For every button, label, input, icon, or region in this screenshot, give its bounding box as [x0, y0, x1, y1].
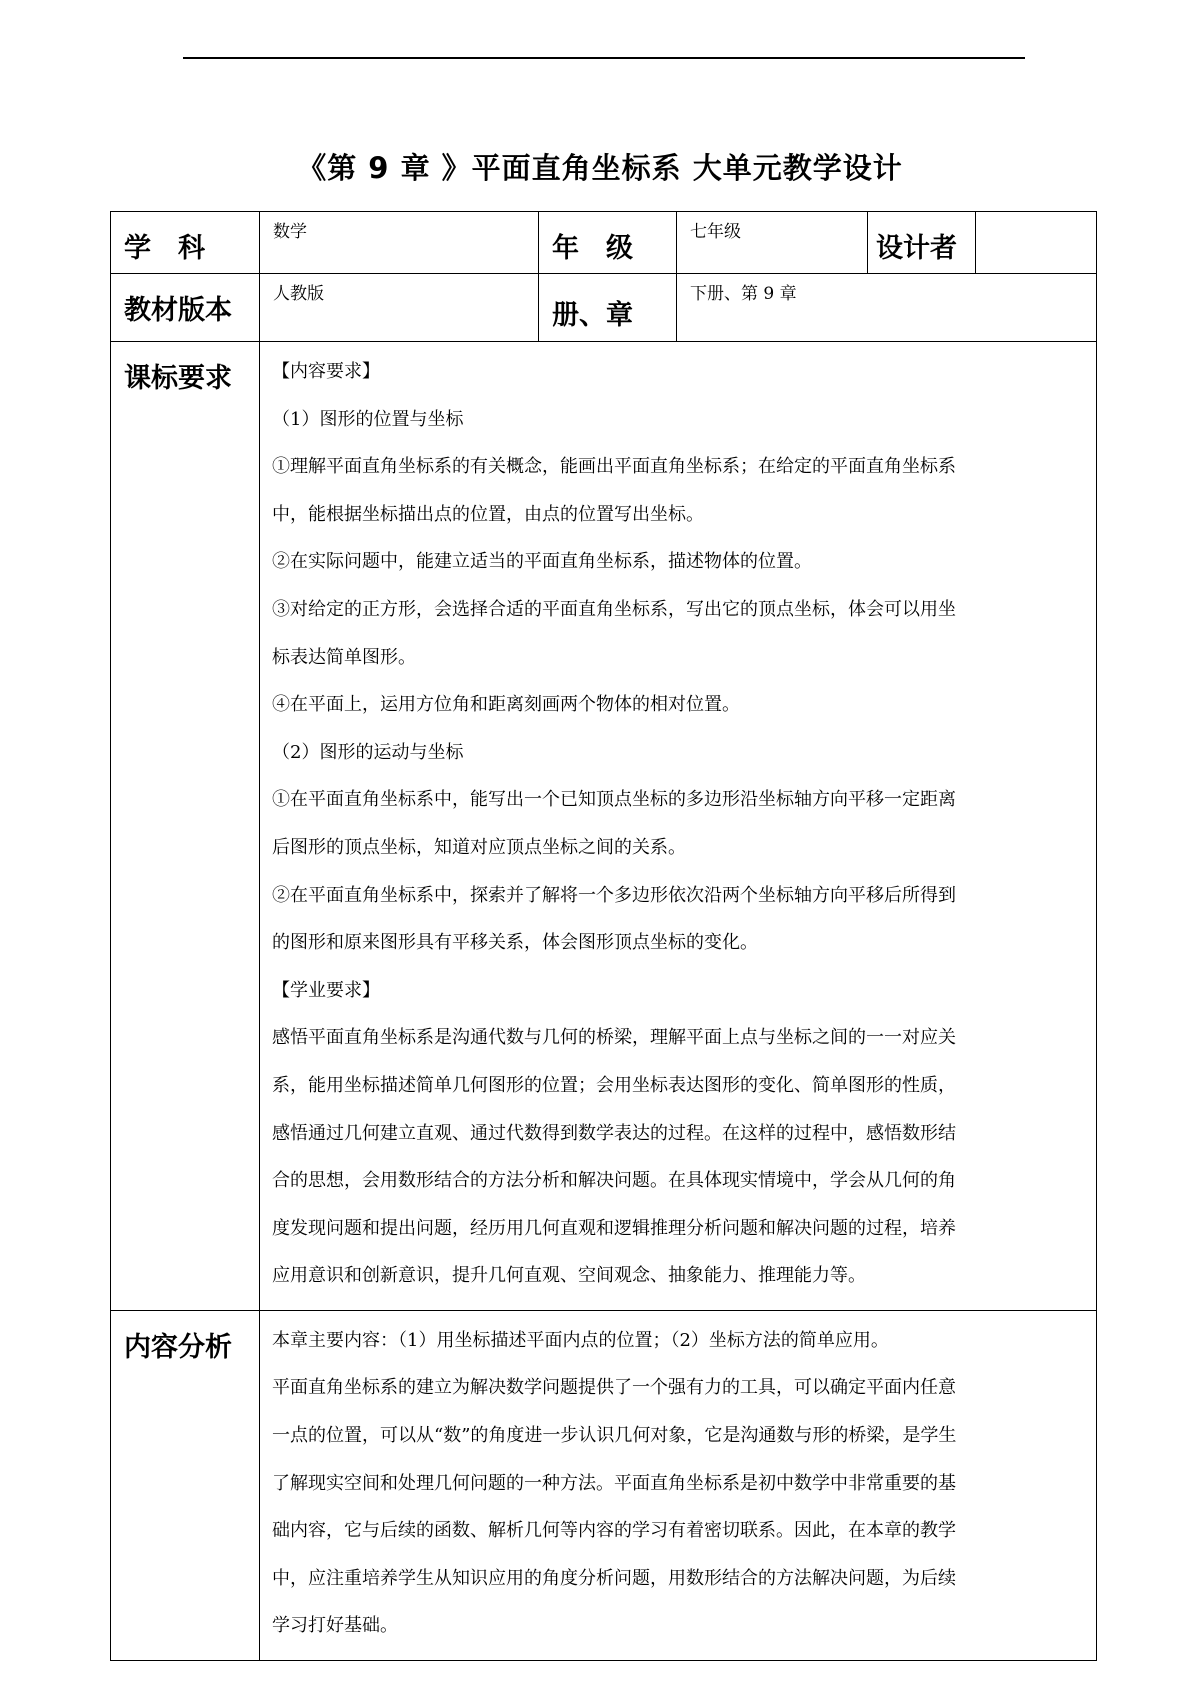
text-line: ③对给定的正方形，会选择合适的平面直角坐标系，写出它的顶点坐标，体会可以用坐 — [272, 598, 956, 620]
text-line: 【学业要求】 — [272, 979, 380, 1001]
volume-value: 下册、第 9 章 — [677, 274, 1097, 342]
designer-value — [976, 212, 1097, 274]
text-line: 一点的位置，可以从“数”的角度进一步认识几何对象，它是沟通数与形的桥梁，是学生 — [272, 1425, 957, 1447]
content-analysis-content — [260, 1310, 1097, 1660]
header-rule — [183, 57, 1025, 59]
text-line: 度发现问题和提出问题，经历用几何直观和逻辑推理分析问题和解决问题的过程，培养 — [272, 1217, 956, 1239]
text-line: 中，应注重培养学生从知识应用的角度分析问题，用数形结合的方法解决问题，为后续 — [272, 1567, 956, 1589]
text-line: 【内容要求】 — [272, 361, 380, 382]
edition-value: 人教版 — [260, 274, 539, 342]
text-line: 后图形的顶点坐标，知道对应顶点坐标之间的关系。 — [272, 836, 686, 858]
text-line: ②在实际问题中，能建立适当的平面直角坐标系，描述物体的位置。 — [272, 551, 812, 573]
text-line: 本章主要内容：（1）用坐标描述平面内点的位置；（2）坐标方法的简单应用。 — [272, 1329, 889, 1351]
text-line: 了解现实空间和处理几何问题的一种方法。平面直角坐标系是初中数学中非常重要的基 — [272, 1472, 956, 1494]
info-row-1 — [111, 212, 1097, 274]
text-line: ①在平面直角坐标系中，能写出一个已知顶点坐标的多边形沿坐标轴方向平移一定距离 — [272, 789, 956, 811]
curriculum-content — [260, 342, 1097, 1311]
content-analysis-lines — [272, 1317, 1088, 1650]
subject-label: 学 科 — [111, 212, 260, 274]
text-line: 合的思想，会用数形结合的方法分析和解决问题。在具体现实情境中，学会从几何的角 — [272, 1170, 956, 1192]
lesson-plan-table — [110, 211, 1097, 1661]
text-line: ②在平面直角坐标系中，探索并了解将一个多边形依次沿两个坐标轴方向平移后所得到 — [272, 884, 956, 906]
text-line: 感悟平面直角坐标系是沟通代数与几何的桥梁，理解平面上点与坐标之间的一一对应关 — [272, 1027, 956, 1049]
grade-value: 七年级 — [677, 212, 868, 274]
curriculum-lines — [272, 348, 1088, 1300]
text-line: 应用意识和创新意识，提升几何直观、空间观念、抽象能力、推理能力等。 — [272, 1265, 866, 1287]
content-analysis-label: 内容分析 — [111, 1310, 260, 1660]
text-line: 平面直角坐标系的建立为解决数学问题提供了一个强有力的工具，可以确定平面内任意 — [272, 1377, 956, 1399]
content-analysis-row — [111, 1310, 1097, 1660]
volume-label: 册、章 — [539, 274, 677, 342]
edition-label: 教材版本 — [111, 274, 260, 342]
curriculum-row — [111, 342, 1097, 1311]
text-line: 系，能用坐标描述简单几何图形的位置；会用坐标表达图形的变化、简单图形的性质， — [272, 1074, 956, 1096]
info-row-2 — [111, 274, 1097, 342]
designer-label: 设计者 — [868, 212, 976, 274]
text-line: 中，能根据坐标描出点的位置，由点的位置写出坐标。 — [272, 503, 704, 525]
grade-label: 年 级 — [539, 212, 677, 274]
text-line: （2）图形的运动与坐标 — [272, 741, 464, 763]
text-line: 学习打好基础。 — [272, 1615, 398, 1637]
text-line: ④在平面上，运用方位角和距离刻画两个物体的相对位置。 — [272, 694, 740, 716]
text-line: （1）图形的位置与坐标 — [272, 408, 464, 430]
page-title: 《第 9 章 》平面直角坐标系 大单元教学设计 — [297, 151, 903, 185]
subject-value: 数学 — [260, 212, 539, 274]
text-line: 感悟通过几何建立直观、通过代数得到数学表达的过程。在这样的过程中，感悟数形结 — [272, 1122, 956, 1144]
text-line: 标表达简单图形。 — [272, 646, 416, 668]
curriculum-label: 课标要求 — [111, 342, 260, 1311]
text-line: 的图形和原来图形具有平移关系，体会图形顶点坐标的变化。 — [272, 932, 758, 954]
text-line: 础内容，它与后续的函数、解析几何等内容的学习有着密切联系。因此，在本章的教学 — [272, 1520, 956, 1542]
text-line: ①理解平面直角坐标系的有关概念，能画出平面直角坐标系；在给定的平面直角坐标系 — [272, 456, 956, 478]
